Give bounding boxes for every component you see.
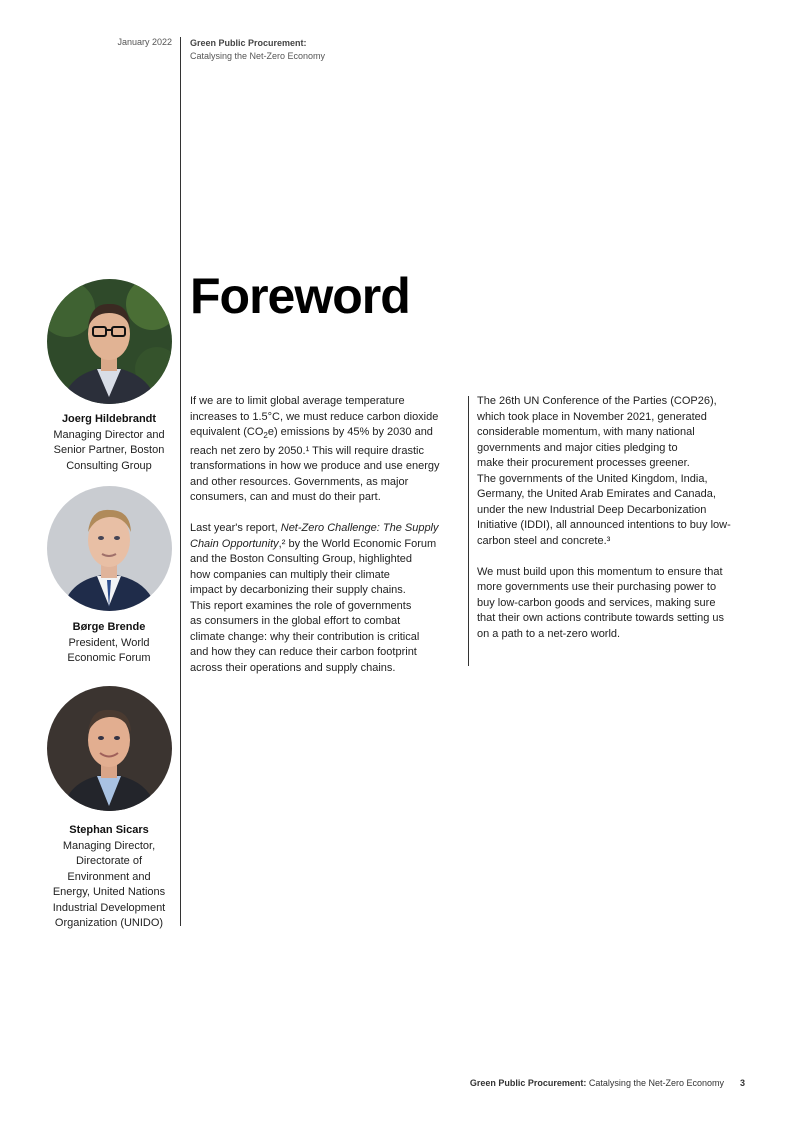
paragraph <box>190 521 462 676</box>
text-line: more governments use their purchasing power to <box>477 581 717 593</box>
co2-subscript: 2 <box>263 431 268 441</box>
page-heading: Foreword <box>190 268 410 324</box>
header-title <box>190 37 325 63</box>
page-number: 3 <box>739 1078 745 1088</box>
person-role-line: Managing Director, <box>62 839 156 852</box>
person-role-line: Senior Partner, Boston <box>53 444 165 456</box>
paragraph <box>190 394 462 506</box>
report-title: Chain Opportunity <box>190 537 279 550</box>
text-line: buy low-carbon goods and services, making sure <box>477 596 716 609</box>
portrait-stephan-sicars <box>47 686 172 811</box>
header-date: January 2022 <box>117 37 172 47</box>
text-line: climate change: why their contribution is critical <box>190 630 420 643</box>
person-name: Børge Brende <box>72 621 146 633</box>
person-role-line: Economic Forum <box>67 652 151 664</box>
person-role-line: President, World <box>68 636 150 649</box>
text-line: considerable momentum, with many national <box>477 426 695 438</box>
text-line <box>190 425 462 444</box>
body-column-left <box>190 394 462 692</box>
text-line: carbon steel and concrete.³ <box>477 534 611 547</box>
person-name: Stephan Sicars <box>69 824 149 836</box>
text-line: on a path to a net-zero world. <box>477 627 621 640</box>
person-role-line: Directorate of <box>75 855 143 867</box>
footer-title-bold: Green Public Procurement: <box>469 1078 587 1088</box>
person-role-line: Energy, United Nations <box>52 886 166 898</box>
vertical-divider <box>180 37 181 926</box>
person-role-line: Consulting Group <box>66 459 152 472</box>
text-line: and how they can reduce their carbon footprint <box>190 646 417 659</box>
text-line <box>190 537 462 553</box>
text-line: make their procurement processes greener. <box>477 457 690 469</box>
text-line: and the Boston Consulting Group, highlighted <box>190 553 412 566</box>
text-fragment: equivalent (CO <box>190 426 264 438</box>
column-divider <box>468 396 469 666</box>
text-line: We must build upon this momentum to ensure that <box>477 565 723 578</box>
text-line: If we are to limit global average temperature <box>190 395 405 407</box>
text-line: impact by decarbonizing their supply chains. <box>190 584 406 597</box>
header-title-line1: Green Public Procurement: <box>190 38 307 48</box>
portrait-borge-brende <box>47 486 172 611</box>
text-line: The governments of the United Kingdom, India, <box>477 472 708 485</box>
text-line: Germany, the United Arab Emirates and Canada, <box>477 488 716 500</box>
text-line: consumers, can and must do their part. <box>190 491 381 504</box>
person-role-line: Environment and <box>67 870 151 883</box>
text-line: which took place in November 2021, generated <box>477 410 707 423</box>
text-line: This report examines the role of governments <box>190 599 412 612</box>
text-line: how companies can multiply their climate <box>190 568 390 581</box>
person-role-line: Organization (UNIDO) <box>54 917 164 929</box>
page-footer <box>470 1078 745 1088</box>
person-role-line: Industrial Development <box>52 901 166 914</box>
text-line <box>190 521 462 537</box>
text-line: reach net zero by 2050.¹ This will require drastic <box>190 444 424 457</box>
text-line: and other resources. Governments, as major <box>190 475 409 488</box>
text-line: The 26th UN Conference of the Parties (COP26), <box>477 395 717 407</box>
portrait-joerg-hildebrandt <box>47 279 172 404</box>
text-fragment: ,² by the World Economic Forum <box>278 537 437 550</box>
person-name: Joerg Hildebrandt <box>61 413 157 425</box>
footer-title-rest: Catalysing the Net-Zero Economy <box>586 1078 724 1088</box>
text-line: across their operations and supply chains. <box>190 661 396 674</box>
report-title: Net-Zero Challenge: The Supply <box>280 522 439 535</box>
header-title-line2: Catalysing the Net-Zero Economy <box>190 51 326 61</box>
body-column-right <box>477 394 752 658</box>
person-joerg-hildebrandt <box>30 412 188 474</box>
text-line: Initiative (IDDI), all announced intentions to buy low- <box>477 519 731 531</box>
text-line: as consumers in the global effort to combat <box>190 615 401 628</box>
text-line: that their own actions contribute towards setting us <box>477 612 725 624</box>
person-role-line: Managing Director and <box>53 428 165 441</box>
person-stephan-sicars <box>30 823 188 932</box>
person-borge-brende <box>30 620 188 667</box>
paragraph <box>477 565 752 643</box>
text-line: transformations in how we produce and use energy <box>190 460 440 473</box>
text-line: governments and major cities pledging to <box>477 441 678 454</box>
text-line: increases to 1.5°C, we must reduce carbon dioxide <box>190 410 439 423</box>
text-fragment: Last year's report, <box>190 522 281 535</box>
text-line: under the new Industrial Deep Decarbonization <box>477 503 707 516</box>
text-fragment: e) emissions by 45% by 2030 and <box>267 426 433 438</box>
paragraph <box>477 394 752 549</box>
